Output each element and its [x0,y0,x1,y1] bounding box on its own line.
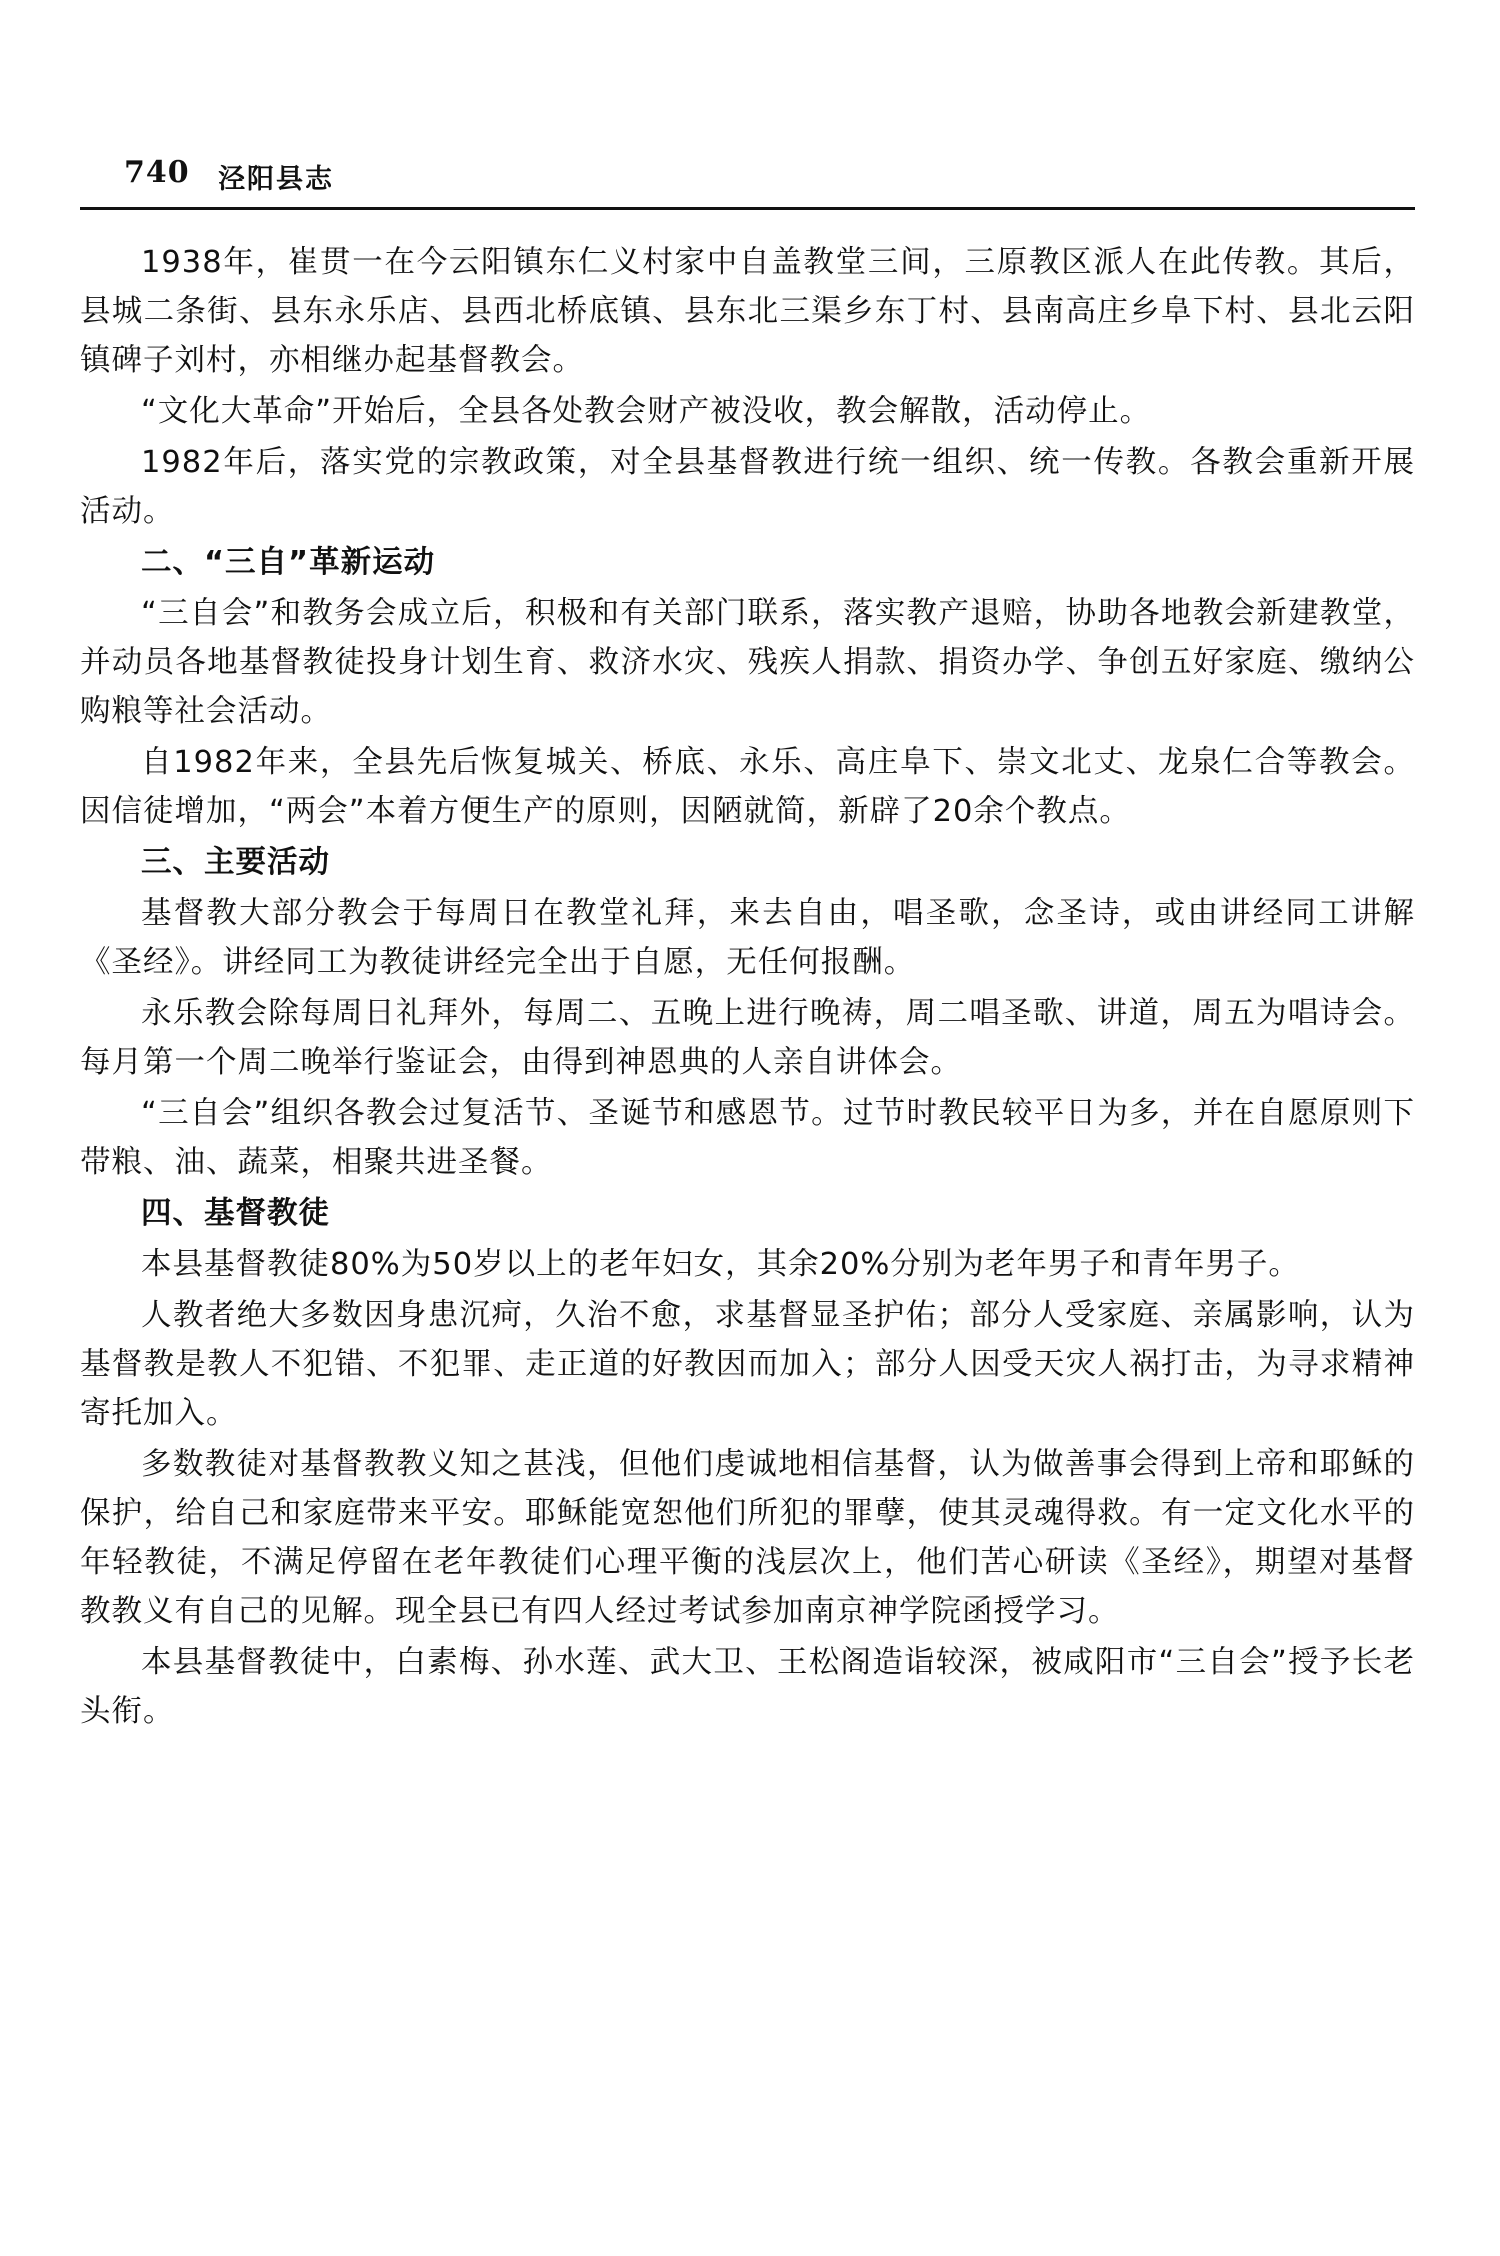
document-page [80,0,1415,2256]
section-heading: 三、主要活动 [141,845,330,880]
section-heading: 四、基督教徒 [141,1196,330,1231]
page-header [80,145,1415,205]
section-heading: 二、“三自”革新运动 [141,545,436,580]
paragraph: “三自会”组织各教会过复活节、圣诞节和感恩节。过节时教民较平日为多，并在自愿原则下带粮、油、蔬菜，相聚共进圣餐。 [80,1096,1415,1180]
paragraph: “三自会”和教务会成立后，积极和有关部门联系，落实教产退赔，协助各地教会新建教堂，并动员各地基督教徒投身计划生育、救济水灾、残疾人捐款、捐资办学、争创五好家庭、缴纳公购粮等社会活动。 [80,596,1415,729]
paragraph: 本县基督教徒中，白素梅、孙水莲、武大卫、王松阁造诣较深，被咸阳市“三自会”授予长老头衔。 [80,1645,1415,1729]
paragraph: 1938年，崔贯一在今云阳镇东仁义村家中自盖教堂三间，三原教区派人在此传教。其后，县城二条街、县东永乐店、县西北桥底镇、县东北三渠乡东丁村、县南高庄乡阜下村、县北云阳镇碑子刘村，亦相继办起基督教会。 [80,245,1415,378]
paragraph: 自1982年来，全县先后恢复城关、桥底、永乐、高庄阜下、崇文北丈、龙泉仁合等教会。因信徒增加，“两会”本着方便生产的原则，因陋就简，新辟了20余个教点。 [80,745,1415,829]
header-rule [80,207,1415,210]
paragraph: 本县基督教徒80%为50岁以上的老年妇女，其余20%分别为老年男子和青年男子。 [141,1247,1300,1282]
paragraph: 基督教大部分教会于每周日在教堂礼拜，来去自由，唱圣歌，念圣诗，或由讲经同工讲解《圣经》。讲经同工为教徒讲经完全出于自愿，无任何报酬。 [80,896,1415,980]
paragraph: 人教者绝大多数因身患沉疴，久治不愈，求基督显圣护佑；部分人受家庭、亲属影响，认为基督教是教人不犯错、不犯罪、走正道的好教因而加入；部分人因受天灾人祸打击，为寻求精神寄托加入。 [80,1298,1415,1431]
paragraph: 永乐教会除每周日礼拜外，每周二、五晚上进行晚祷，周二唱圣歌、讲道，周五为唱诗会。每月第一个周二晚举行鉴证会，由得到神恩典的人亲自讲体会。 [80,996,1415,1080]
paragraph: 多数教徒对基督教教义知之甚浅，但他们虔诚地相信基督，认为做善事会得到上帝和耶稣的保护，给自己和家庭带来平安。耶稣能宽恕他们所犯的罪孽，使其灵魂得救。有一定文化水平的年轻教徒，不满足停留在老年教徒们心理平衡的浅层次上，他们苦心研读《圣经》，期望对基督教教义有自己的见解。现全县已有四人经过考试参加南京神学院函授学习。 [80,1447,1415,1629]
page-number: 740 [124,155,190,190]
body-text [80,238,1415,1738]
running-title: 泾阳县志 [218,164,334,195]
paragraph: “文化大革命”开始后，全县各处教会财产被没收，教会解散，活动停止。 [141,394,1152,429]
paragraph: 1982年后，落实党的宗教政策，对全县基督教进行统一组织、统一传教。各教会重新开展活动。 [80,445,1415,529]
